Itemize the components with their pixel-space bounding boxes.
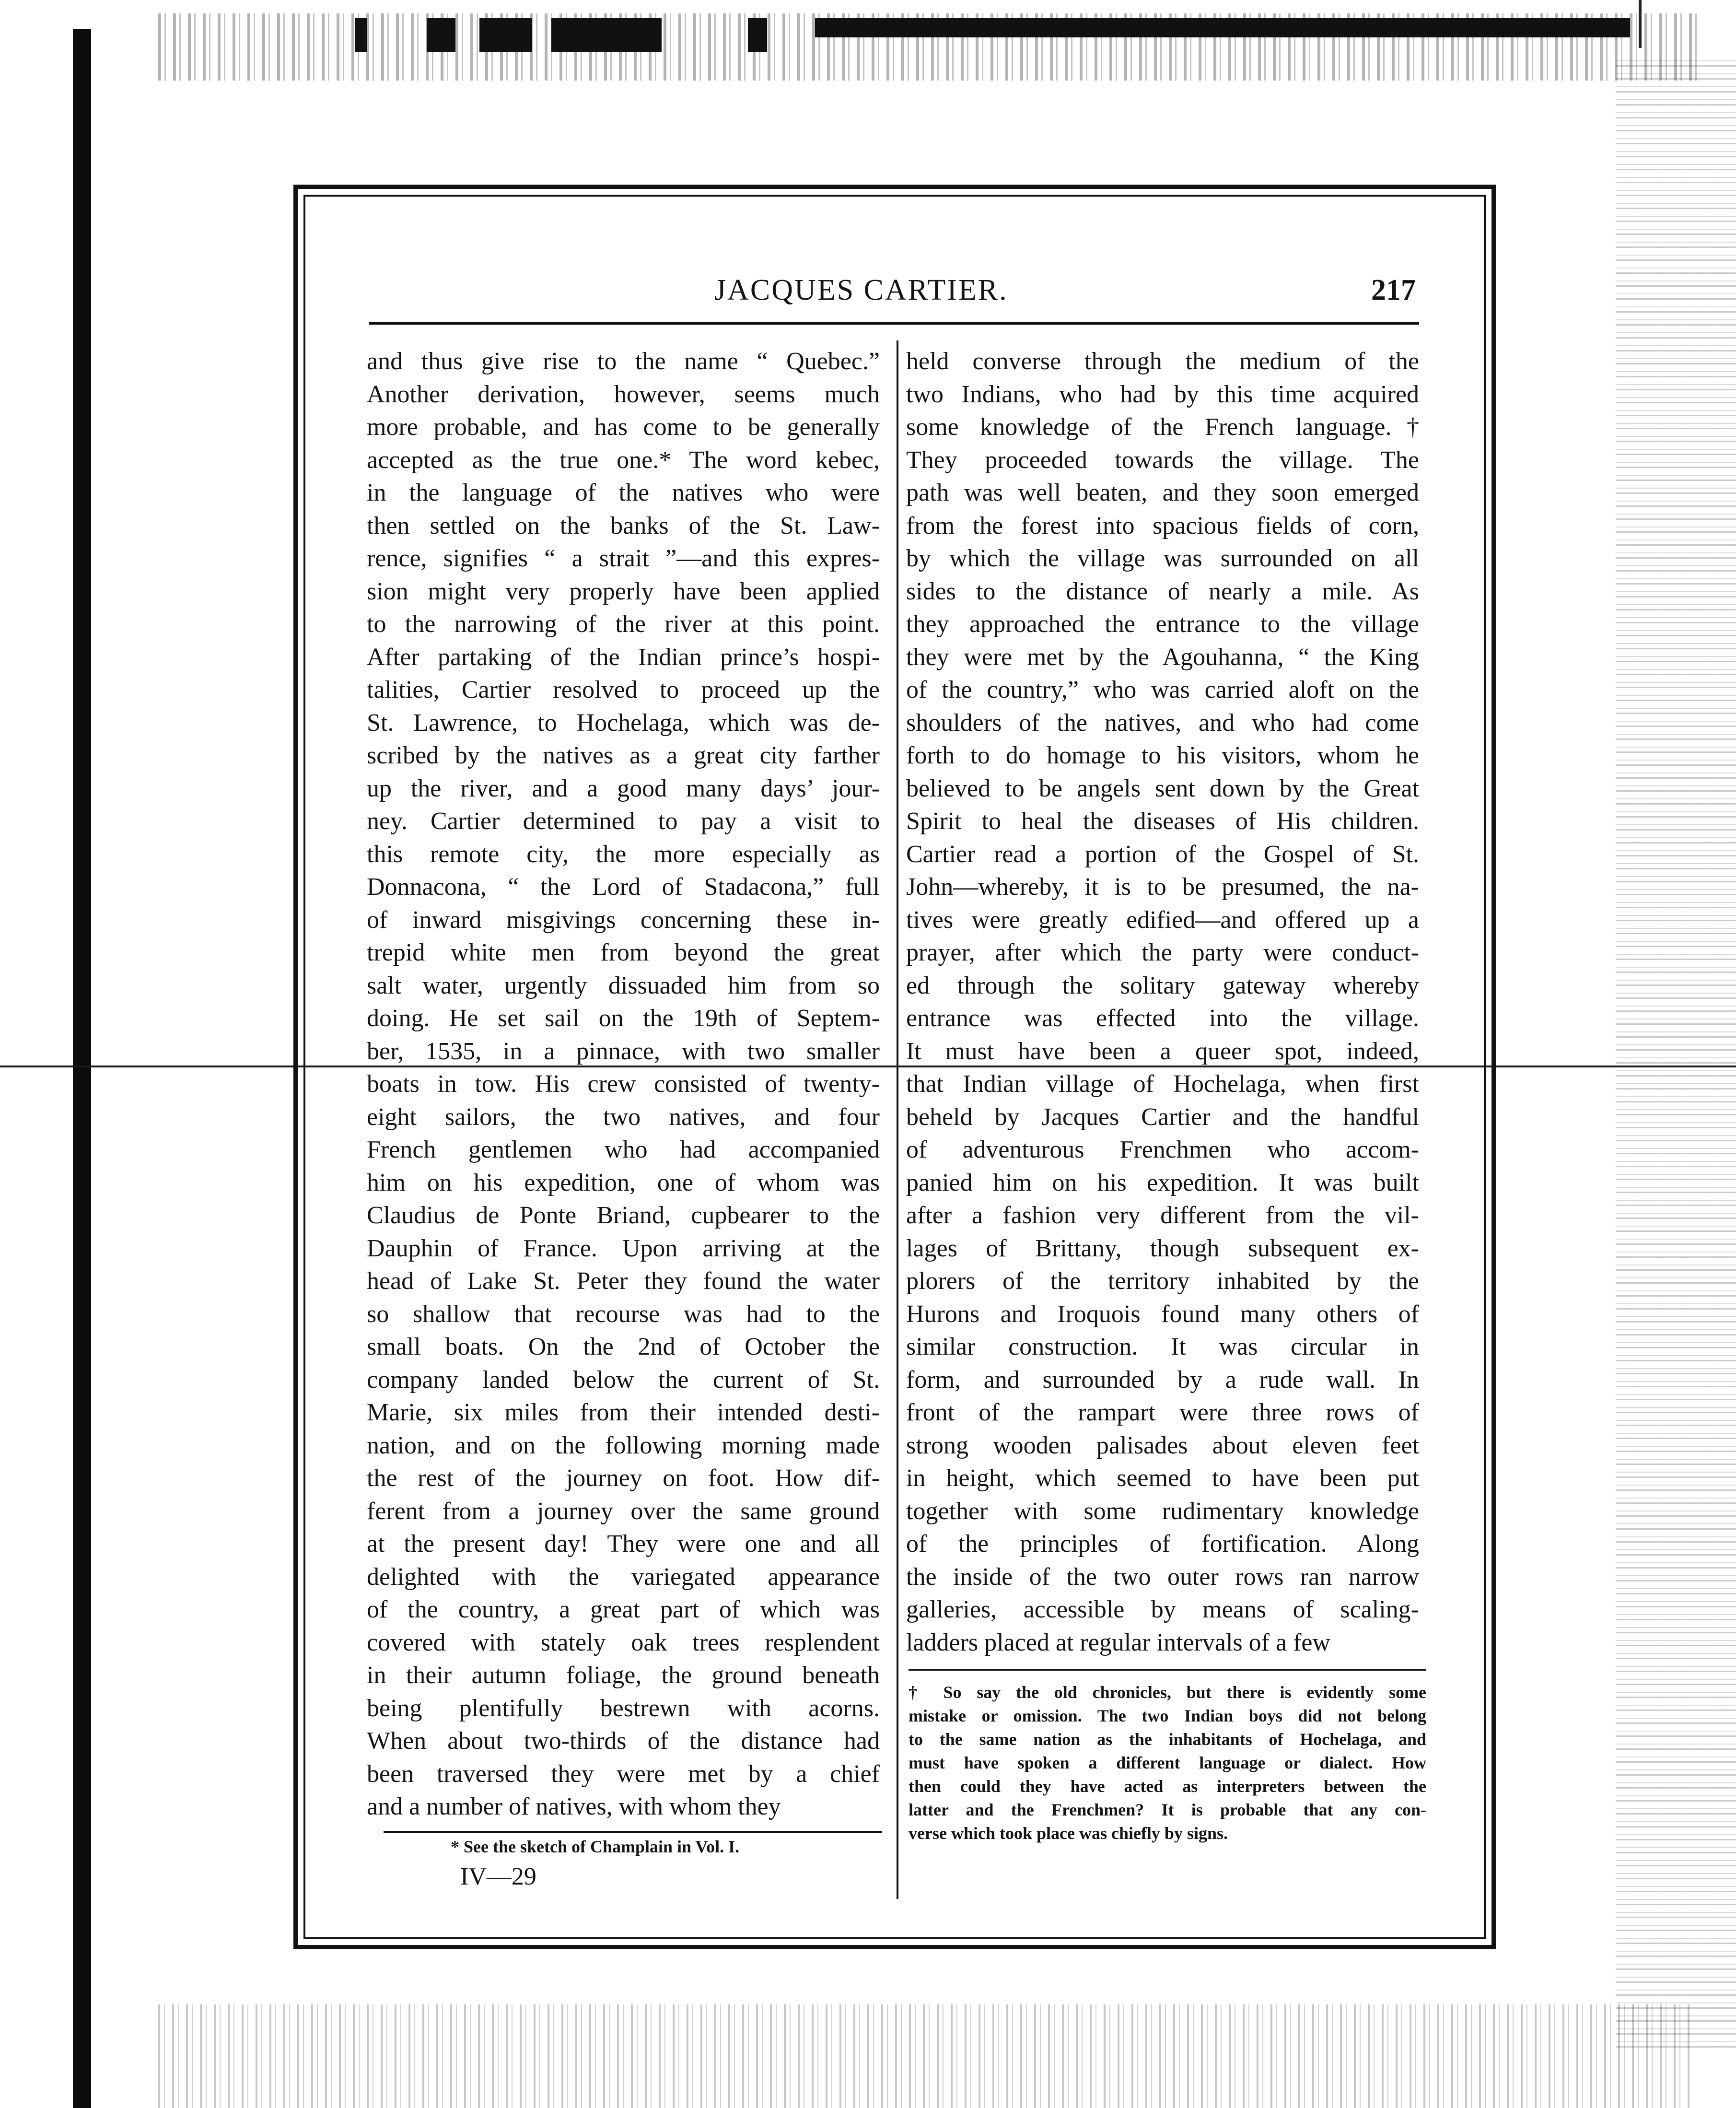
text-line: When about two-thirds of the distance had: [367, 1727, 880, 1755]
text-line: path was well beaten, and they soon emerged: [906, 479, 1419, 506]
text-line: accepted as the true one.* The word kebec,: [367, 446, 880, 474]
text-line: beheld by Jacques Cartier and the handful: [906, 1103, 1419, 1131]
scan-mark: [479, 18, 532, 52]
text-line: that Indian village of Hochelaga, when first: [906, 1070, 1419, 1098]
footnote-line: must have spoken a different language or dialect. How: [909, 1753, 1426, 1772]
text-line: delighted with the variegated appearance: [367, 1563, 880, 1591]
footnote-line: † So say the old chronicles, but there is evidently some: [909, 1683, 1426, 1702]
text-line: Cartier read a portion of the Gospel of St.: [906, 840, 1419, 868]
text-line: trepid white men from beyond the great: [367, 939, 880, 966]
text-line: lages of Brittany, though subsequent ex-: [906, 1234, 1419, 1262]
scan-mark: [551, 18, 662, 52]
scan-edge-bar: [73, 29, 91, 2108]
text-line: shoulders of the natives, and who had come: [906, 709, 1419, 737]
text-line: Spirit to heal the diseases of His children.: [906, 808, 1419, 835]
scan-mark: [748, 18, 767, 52]
text-line: some knowledge of the French language.†: [906, 413, 1419, 441]
left-column-text: [367, 345, 880, 1824]
text-line: prayer, after which the party were conduct-: [906, 939, 1419, 966]
text-line: Donnacona, “ the Lord of Stadacona,” full: [367, 873, 880, 901]
footnote-line: latter and the Frenchmen? It is probable that any con-: [909, 1800, 1426, 1819]
footnote-right: [909, 1681, 1426, 1845]
text-line: Marie, six miles from their intended desti-: [367, 1399, 880, 1426]
text-line: small boats. On the 2nd of October the: [367, 1333, 880, 1360]
text-line: of the country,” who was carried aloft on the: [906, 676, 1419, 703]
text-line: they were met by the Agouhanna, “ the King: [906, 643, 1419, 671]
text-line: of the country, a great part of which was: [367, 1596, 880, 1623]
text-line: him on his expedition, one of whom was: [367, 1169, 880, 1196]
text-line: this remote city, the more especially as: [367, 840, 880, 868]
text-line: French gentlemen who had accompanied: [367, 1136, 880, 1163]
right-column: [906, 345, 1419, 1659]
text-line: in the language of the natives who were: [367, 479, 880, 506]
scan-mark: [355, 18, 367, 52]
text-line: after a fashion very different from the vil-: [906, 1202, 1419, 1229]
text-line: John—whereby, it is to be presumed, the na-: [906, 873, 1419, 901]
text-line: of inward misgivings concerning these in-: [367, 906, 880, 934]
text-line: of adventurous Frenchmen who accom-: [906, 1136, 1419, 1163]
footnote-line: verse which took place was chiefly by signs.: [909, 1824, 1228, 1843]
header-rule: [369, 322, 1419, 325]
text-line: the inside of the two outer rows ran narrow: [906, 1563, 1419, 1591]
page-number: 217: [1371, 274, 1416, 306]
text-line: entrance was effected into the village.: [906, 1005, 1419, 1032]
text-line: ferent from a journey over the same ground: [367, 1497, 880, 1525]
text-line: They proceeded towards the village. The: [906, 446, 1419, 474]
text-line: covered with stately oak trees resplendent: [367, 1628, 880, 1656]
text-line: tives were greatly edified—and offered up a: [906, 906, 1419, 934]
running-title: JACQUES CARTIER.: [714, 274, 1008, 306]
text-line: ney. Cartier determined to pay a visit to: [367, 808, 880, 835]
text-line: they approached the entrance to the village: [906, 610, 1419, 638]
text-line: Another derivation, however, seems much: [367, 380, 880, 408]
text-line: galleries, accessible by means of scaling-: [906, 1596, 1419, 1623]
text-line: up the river, and a good many days’ jour-: [367, 774, 880, 802]
text-line: at the present day! They were one and all: [367, 1530, 880, 1558]
scan-noise-bottom: [158, 2004, 1692, 2108]
text-line: It must have been a queer spot, indeed,: [906, 1037, 1419, 1065]
text-line: forth to do homage to his visitors, whom he: [906, 742, 1419, 769]
text-line: of the principles of fortification. Along: [906, 1530, 1419, 1558]
text-line: front of the rampart were three rows of: [906, 1399, 1419, 1426]
scan-mark: [427, 18, 455, 52]
text-line: Claudius de Ponte Briand, cupbearer to the: [367, 1202, 880, 1229]
text-line: by which the village was surrounded on all: [906, 545, 1419, 572]
text-line: from the forest into spacious fields of corn,: [906, 512, 1419, 539]
text-line: salt water, urgently dissuaded him from so: [367, 972, 880, 999]
text-line: scribed by the natives as a great city farther: [367, 742, 880, 769]
text-line: eight sailors, the two natives, and four: [367, 1103, 880, 1131]
text-line: form, and surrounded by a rude wall. In: [906, 1366, 1419, 1394]
scan-edge-rule: [1639, 0, 1642, 48]
text-line: the rest of the journey on foot. How dif-: [367, 1464, 880, 1492]
text-line: St. Lawrence, to Hochelaga, which was de-: [367, 709, 880, 737]
text-line: similar construction. It was circular in: [906, 1333, 1419, 1360]
footnote-line: to the same nation as the inhabitants of Hochelaga, and: [909, 1730, 1426, 1749]
text-line: more probable, and has come to be generally: [367, 413, 880, 441]
text-line: panied him on his expedition. It was built: [906, 1169, 1419, 1196]
text-line: been traversed they were met by a chief: [367, 1760, 880, 1788]
text-line: held converse through the medium of the: [906, 348, 1419, 375]
text-line: believed to be angels sent down by the Great: [906, 774, 1419, 802]
text-line: in their autumn foliage, the ground beneath: [367, 1662, 880, 1689]
text-line: rence, signifies “ a strait ”—and this expres-: [367, 545, 880, 572]
scan-noise-right: [1616, 58, 1736, 2048]
text-line: sides to the distance of nearly a mile. As: [906, 577, 1419, 605]
text-line: After partaking of the Indian prince’s hospi-: [367, 643, 880, 671]
footnote-rule-right: [909, 1669, 1426, 1671]
text-line: Dauphin of France. Upon arriving at the: [367, 1234, 880, 1262]
text-line: then settled on the banks of the St. Law-: [367, 512, 880, 539]
text-line: Hurons and Iroquois found many others of: [906, 1300, 1419, 1328]
text-line: two Indians, who had by this time acquired: [906, 380, 1419, 408]
text-line: and thus give rise to the name “ Quebec.”: [367, 348, 880, 375]
text-line: sion might very properly have been applied: [367, 577, 880, 605]
text-line: ladders placed at regular intervals of a few: [906, 1628, 1331, 1656]
right-column-text: [906, 345, 1419, 1659]
footnote-left: * See the sketch of Champlain in Vol. I.: [451, 1837, 740, 1856]
text-line: boats in tow. His crew consisted of twenty-: [367, 1070, 880, 1098]
text-line: doing. He set sail on the 19th of Septem-: [367, 1005, 880, 1032]
text-line: in height, which seemed to have been put: [906, 1464, 1419, 1492]
footnote-rule-left: [384, 1831, 882, 1833]
text-line: to the narrowing of the river at this point.: [367, 610, 880, 638]
footnote-line: mistake or omission. The two Indian boys did not belong: [909, 1706, 1426, 1725]
scan-mark: [815, 18, 1630, 37]
text-line: being plentifully bestrewn with acorns.: [367, 1694, 880, 1722]
text-line: ed through the solitary gateway whereby: [906, 972, 1419, 999]
column-divider: [897, 340, 898, 1899]
text-line: company landed below the current of St.: [367, 1366, 880, 1394]
text-line: so shallow that recourse was had to the: [367, 1300, 880, 1328]
signature-mark: IV—29: [460, 1863, 536, 1890]
left-column: [367, 345, 880, 1824]
text-line: ber, 1535, in a pinnace, with two smaller: [367, 1037, 880, 1065]
text-line: head of Lake St. Peter they found the water: [367, 1267, 880, 1295]
footnote-line: then could they have acted as interpreters between the: [909, 1777, 1426, 1796]
text-line: strong wooden palisades about eleven feet: [906, 1431, 1419, 1459]
text-line: together with some rudimentary knowledge: [906, 1497, 1419, 1525]
text-line: and a number of natives, with whom they: [367, 1793, 781, 1820]
text-line: plorers of the territory inhabited by the: [906, 1267, 1419, 1295]
text-line: talities, Cartier resolved to proceed up the: [367, 676, 880, 703]
text-line: nation, and on the following morning made: [367, 1431, 880, 1459]
